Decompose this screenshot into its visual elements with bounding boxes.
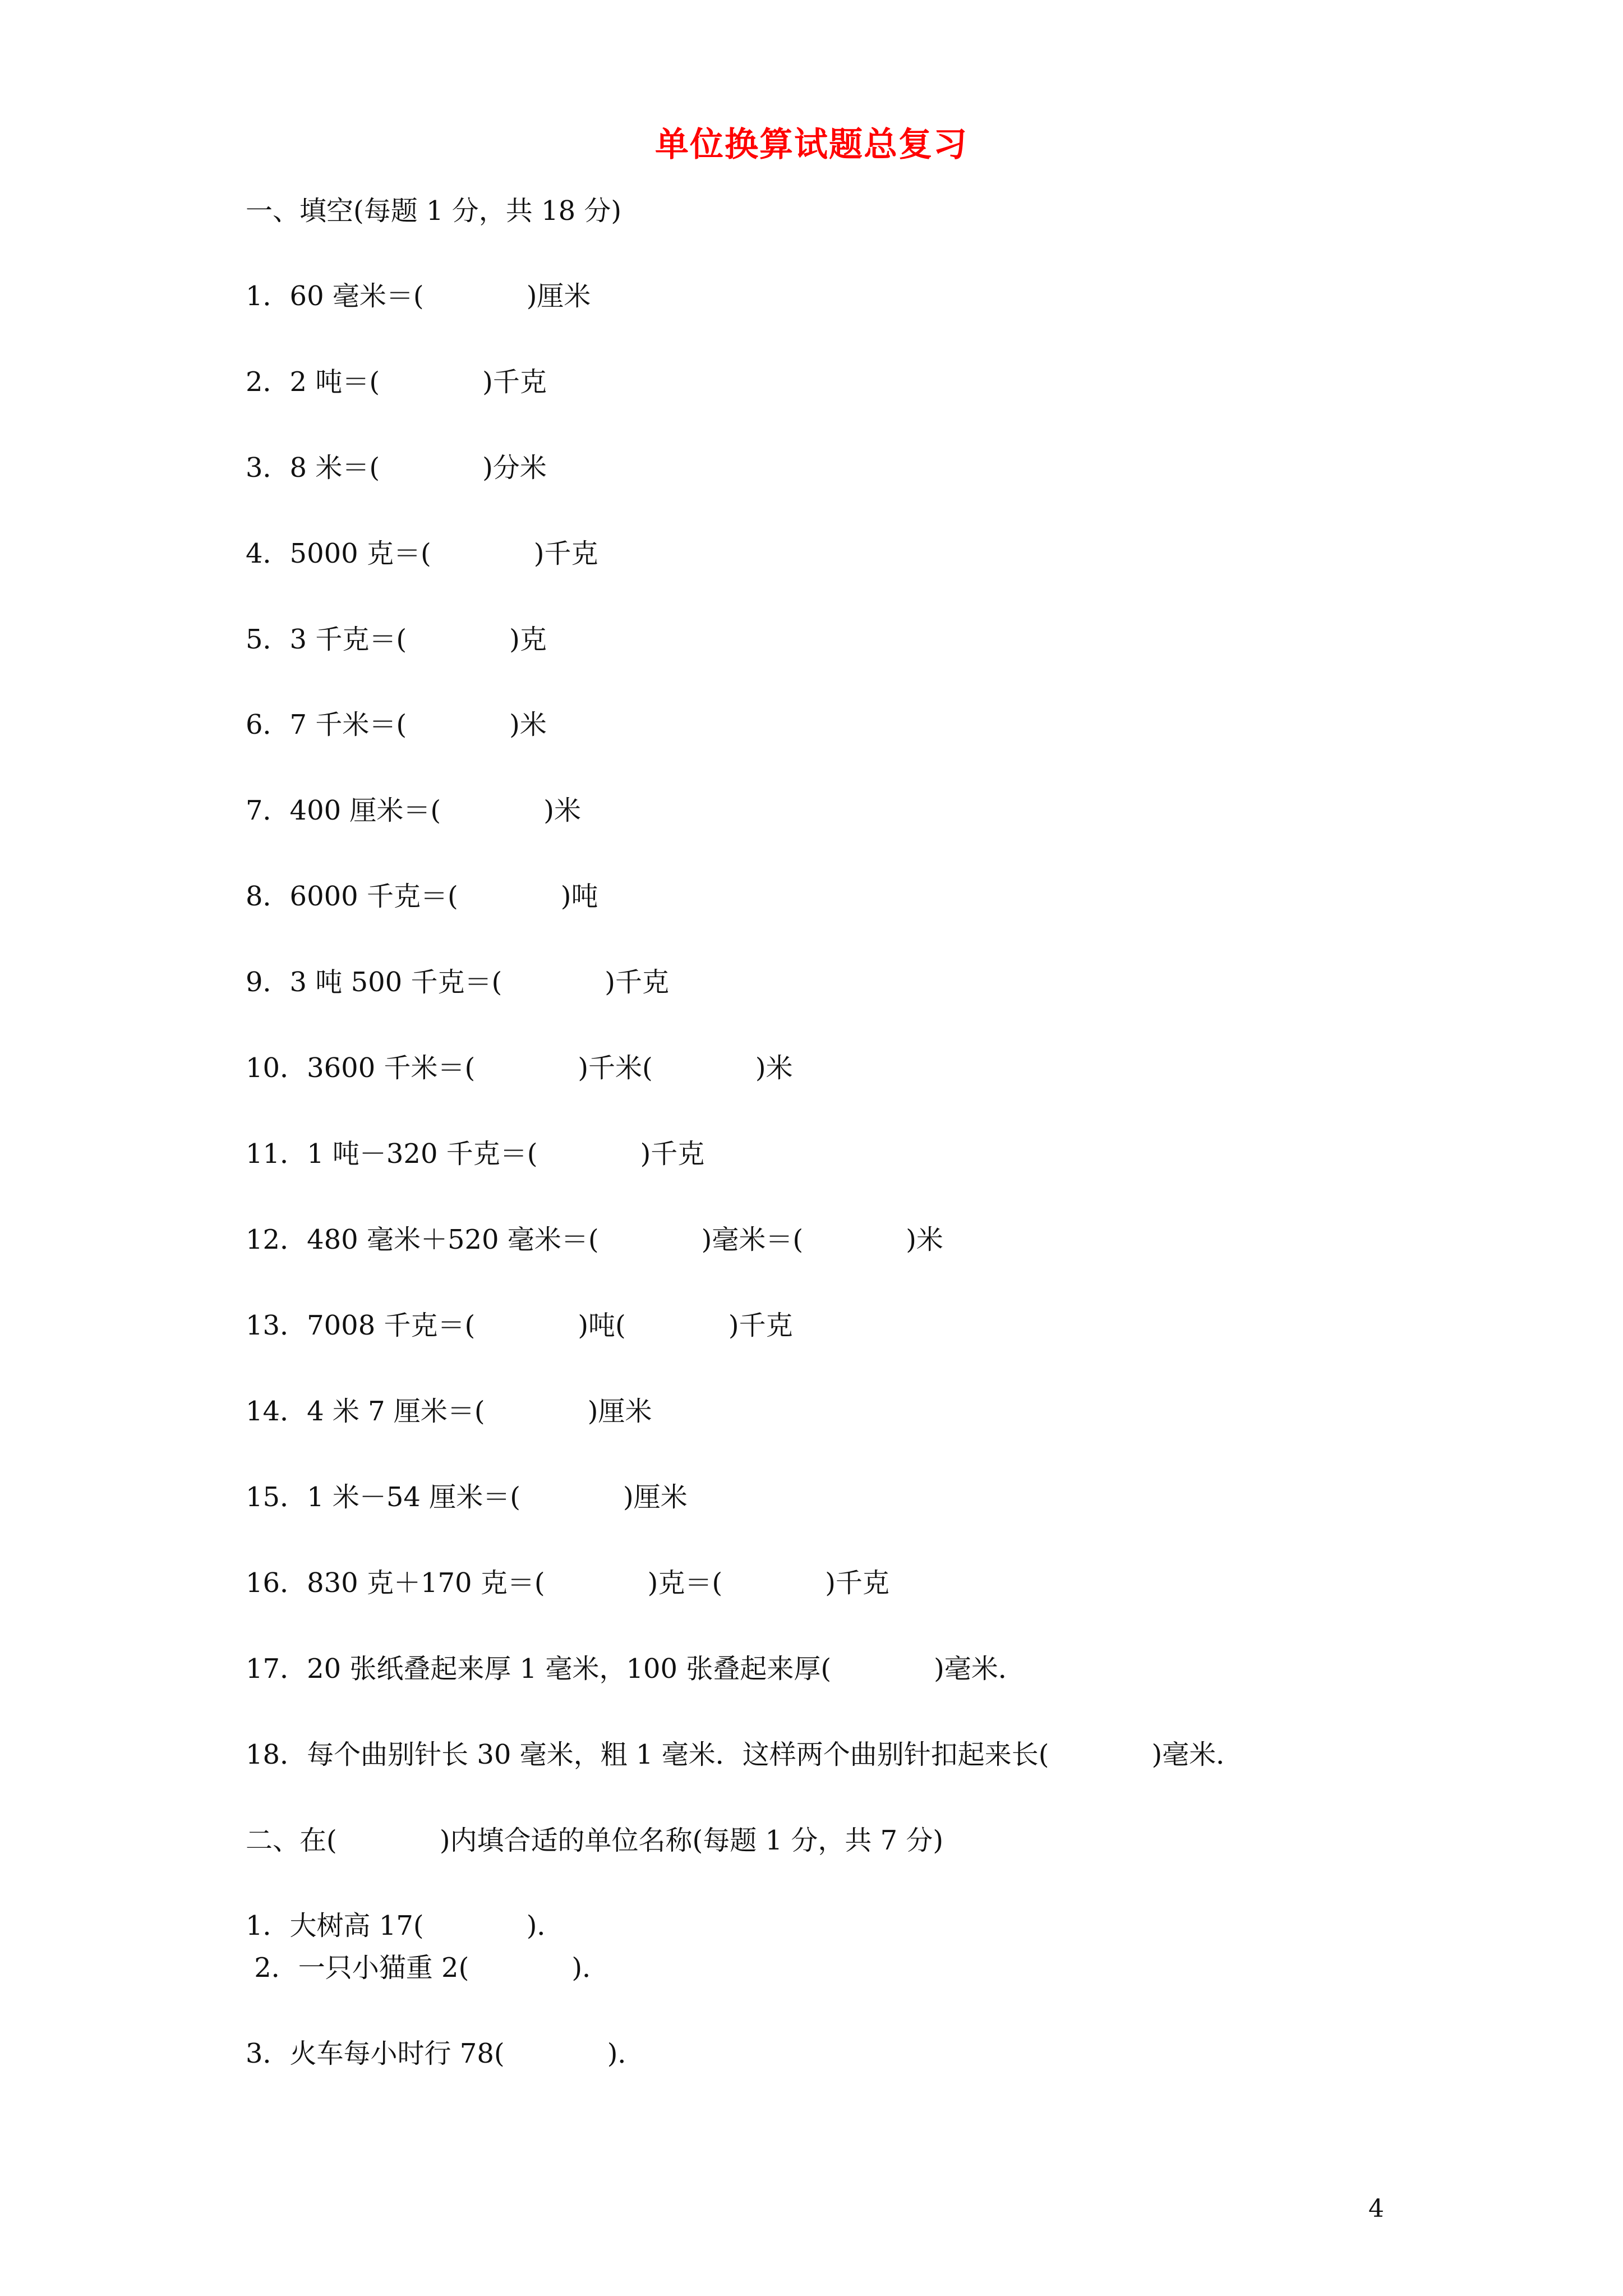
section1-item-12: 12．480 毫米＋520 毫米＝( )毫米＝( )米 bbox=[246, 1224, 943, 1255]
section1-item-16: 16．830 克＋170 克＝( )克＝( )千克 bbox=[246, 1567, 889, 1599]
section1-item-13: 13．7008 千克＝( )吨( )千克 bbox=[246, 1310, 793, 1341]
section1-item-2: 2．2 吨＝( )千克 bbox=[246, 366, 547, 398]
section1-item-15: 15．1 米－54 厘米＝( )厘米 bbox=[246, 1481, 688, 1513]
section1-item-17: 17．20 张纸叠起来厚 1 毫米，100 张叠起来厚( )毫米． bbox=[246, 1653, 1025, 1685]
page-title: 单位换算试题总复习 bbox=[655, 125, 968, 164]
section1-item-1: 1．60 毫米＝( )厘米 bbox=[246, 280, 591, 312]
section1-item-11: 11．1 吨－320 千克＝( )千克 bbox=[246, 1138, 705, 1170]
section1-item-14: 14．4 米 7 厘米＝( )厘米 bbox=[246, 1396, 652, 1427]
section2-heading: 二、在( )内填合适的单位名称(每题 1 分，共 7 分) bbox=[246, 1825, 944, 1856]
section1-item-6: 6．7 千米＝( )米 bbox=[246, 709, 547, 740]
section1-item-4: 4．5000 克＝( )千克 bbox=[246, 538, 598, 569]
section2-item-2: 2．一只小猫重 2( )． bbox=[246, 1952, 610, 1984]
section2-item-1: 1．大树高 17( )． bbox=[246, 1910, 564, 1941]
section1-item-18: 18．每个曲别针长 30 毫米，粗 1 毫米．这样两个曲别针扣起来长( )毫米． bbox=[246, 1739, 1243, 1770]
section1-item-10: 10．3600 千米＝( )千米( )米 bbox=[246, 1052, 793, 1084]
section1-item-3: 3．8 米＝( )分米 bbox=[246, 452, 547, 484]
section2-item-3: 3．火车每小时行 78( )． bbox=[246, 2038, 645, 2069]
section1-item-8: 8．6000 千克＝( )吨 bbox=[246, 881, 598, 912]
section1-item-9: 9．3 吨 500 千克＝( )千克 bbox=[246, 967, 670, 998]
section1-heading: 一、填空(每题 1 分，共 18 分) bbox=[246, 195, 622, 227]
section1-item-5: 5．3 千克＝( )克 bbox=[246, 624, 547, 655]
section1-item-7: 7．400 厘米＝( )米 bbox=[246, 795, 581, 826]
page-number: 4 bbox=[1368, 2194, 1384, 2223]
